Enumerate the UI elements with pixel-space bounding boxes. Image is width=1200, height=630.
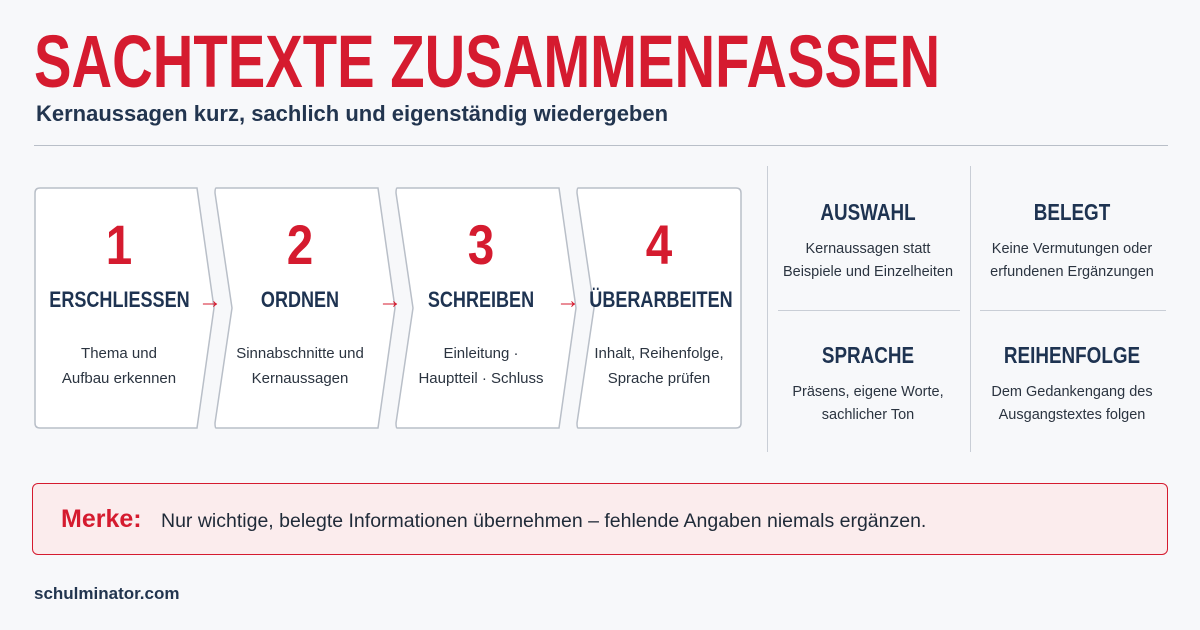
step-description (38, 341, 200, 391)
step-number: 4 (645, 213, 673, 276)
criteria-divider-row-left (778, 310, 960, 311)
criterion-description (773, 381, 963, 427)
step-number: 2 (286, 213, 314, 276)
criterion-title: SPRACHE (821, 342, 915, 368)
criterion-description (977, 381, 1167, 427)
step-number: 3 (467, 213, 495, 276)
criterion-desc-line: Kernaussagen statt (805, 241, 931, 257)
header-divider (34, 145, 1168, 146)
criteria-divider-row-right (980, 310, 1166, 311)
criteria-divider-left (767, 166, 768, 452)
arrow-right-icon: → (378, 287, 402, 314)
step-label: ERSCHLIESSEN (49, 287, 190, 312)
step-label: ÜBERARBEITEN (589, 287, 733, 312)
page-title: SACHTEXTE ZUSAMMENFASSEN (34, 20, 941, 103)
criterion-desc-line: erfundenen Ergänzungen (990, 264, 1154, 280)
step-desc-line: Hauptteil · Schluss (418, 370, 544, 387)
footer-site: schulminator.com (34, 584, 180, 603)
step-description (400, 341, 562, 391)
criterion-desc-line: sachlicher Ton (821, 407, 915, 423)
note-text: Nur wichtige, belegte Informationen übernehmen – fehlende Angaben niemals ergänzen. (161, 510, 927, 532)
step-label: ORDNEN (260, 287, 340, 312)
criteria-divider-middle (970, 166, 971, 452)
step-description (219, 341, 381, 391)
step-desc-line: Aufbau erkennen (61, 370, 177, 387)
criterion-auswahl (773, 198, 963, 284)
step-1 (44, 187, 194, 429)
step-desc-line: Kernaussagen (251, 370, 349, 387)
criterion-description (773, 238, 963, 284)
step-description (578, 341, 740, 391)
step-desc-line: Einleitung · (443, 345, 519, 362)
criterion-title: AUSWAHL (820, 199, 916, 225)
criterion-belegt (977, 198, 1167, 284)
step-desc-line: Sinnabschnitte und (236, 345, 364, 362)
step-desc-line: Inhalt, Reihenfolge, (594, 345, 724, 362)
criterion-desc-line: Ausgangstextes folgen (998, 407, 1146, 423)
criterion-reihenfolge (977, 341, 1167, 427)
step-label: SCHREIBEN (427, 287, 535, 312)
criterion-title: BELEGT (1033, 199, 1111, 225)
step-2 (225, 187, 375, 429)
process-steps (34, 187, 754, 429)
step-4 (584, 187, 734, 429)
arrow-right-icon: → (198, 287, 222, 314)
criterion-title: REIHENFOLGE (1003, 342, 1141, 368)
criterion-desc-line: Beispiele und Einzelheiten (782, 264, 954, 280)
criterion-desc-line: Dem Gedankengang des (991, 384, 1153, 400)
page-subtitle: Kernaussagen kurz, sachlich und eigenständig wiedergeben (36, 101, 669, 126)
criterion-sprache (773, 341, 963, 427)
step-desc-line: Sprache prüfen (607, 370, 711, 387)
criterion-description (977, 238, 1167, 284)
step-number: 1 (105, 213, 133, 276)
note-label: Merke: (61, 505, 142, 533)
criterion-desc-line: Präsens, eigene Worte, (792, 384, 944, 400)
note-box (32, 483, 1168, 555)
step-desc-line: Thema und (81, 345, 157, 362)
step-3 (406, 187, 556, 429)
criterion-desc-line: Keine Vermutungen oder (991, 241, 1153, 257)
arrow-right-icon: → (556, 287, 580, 314)
